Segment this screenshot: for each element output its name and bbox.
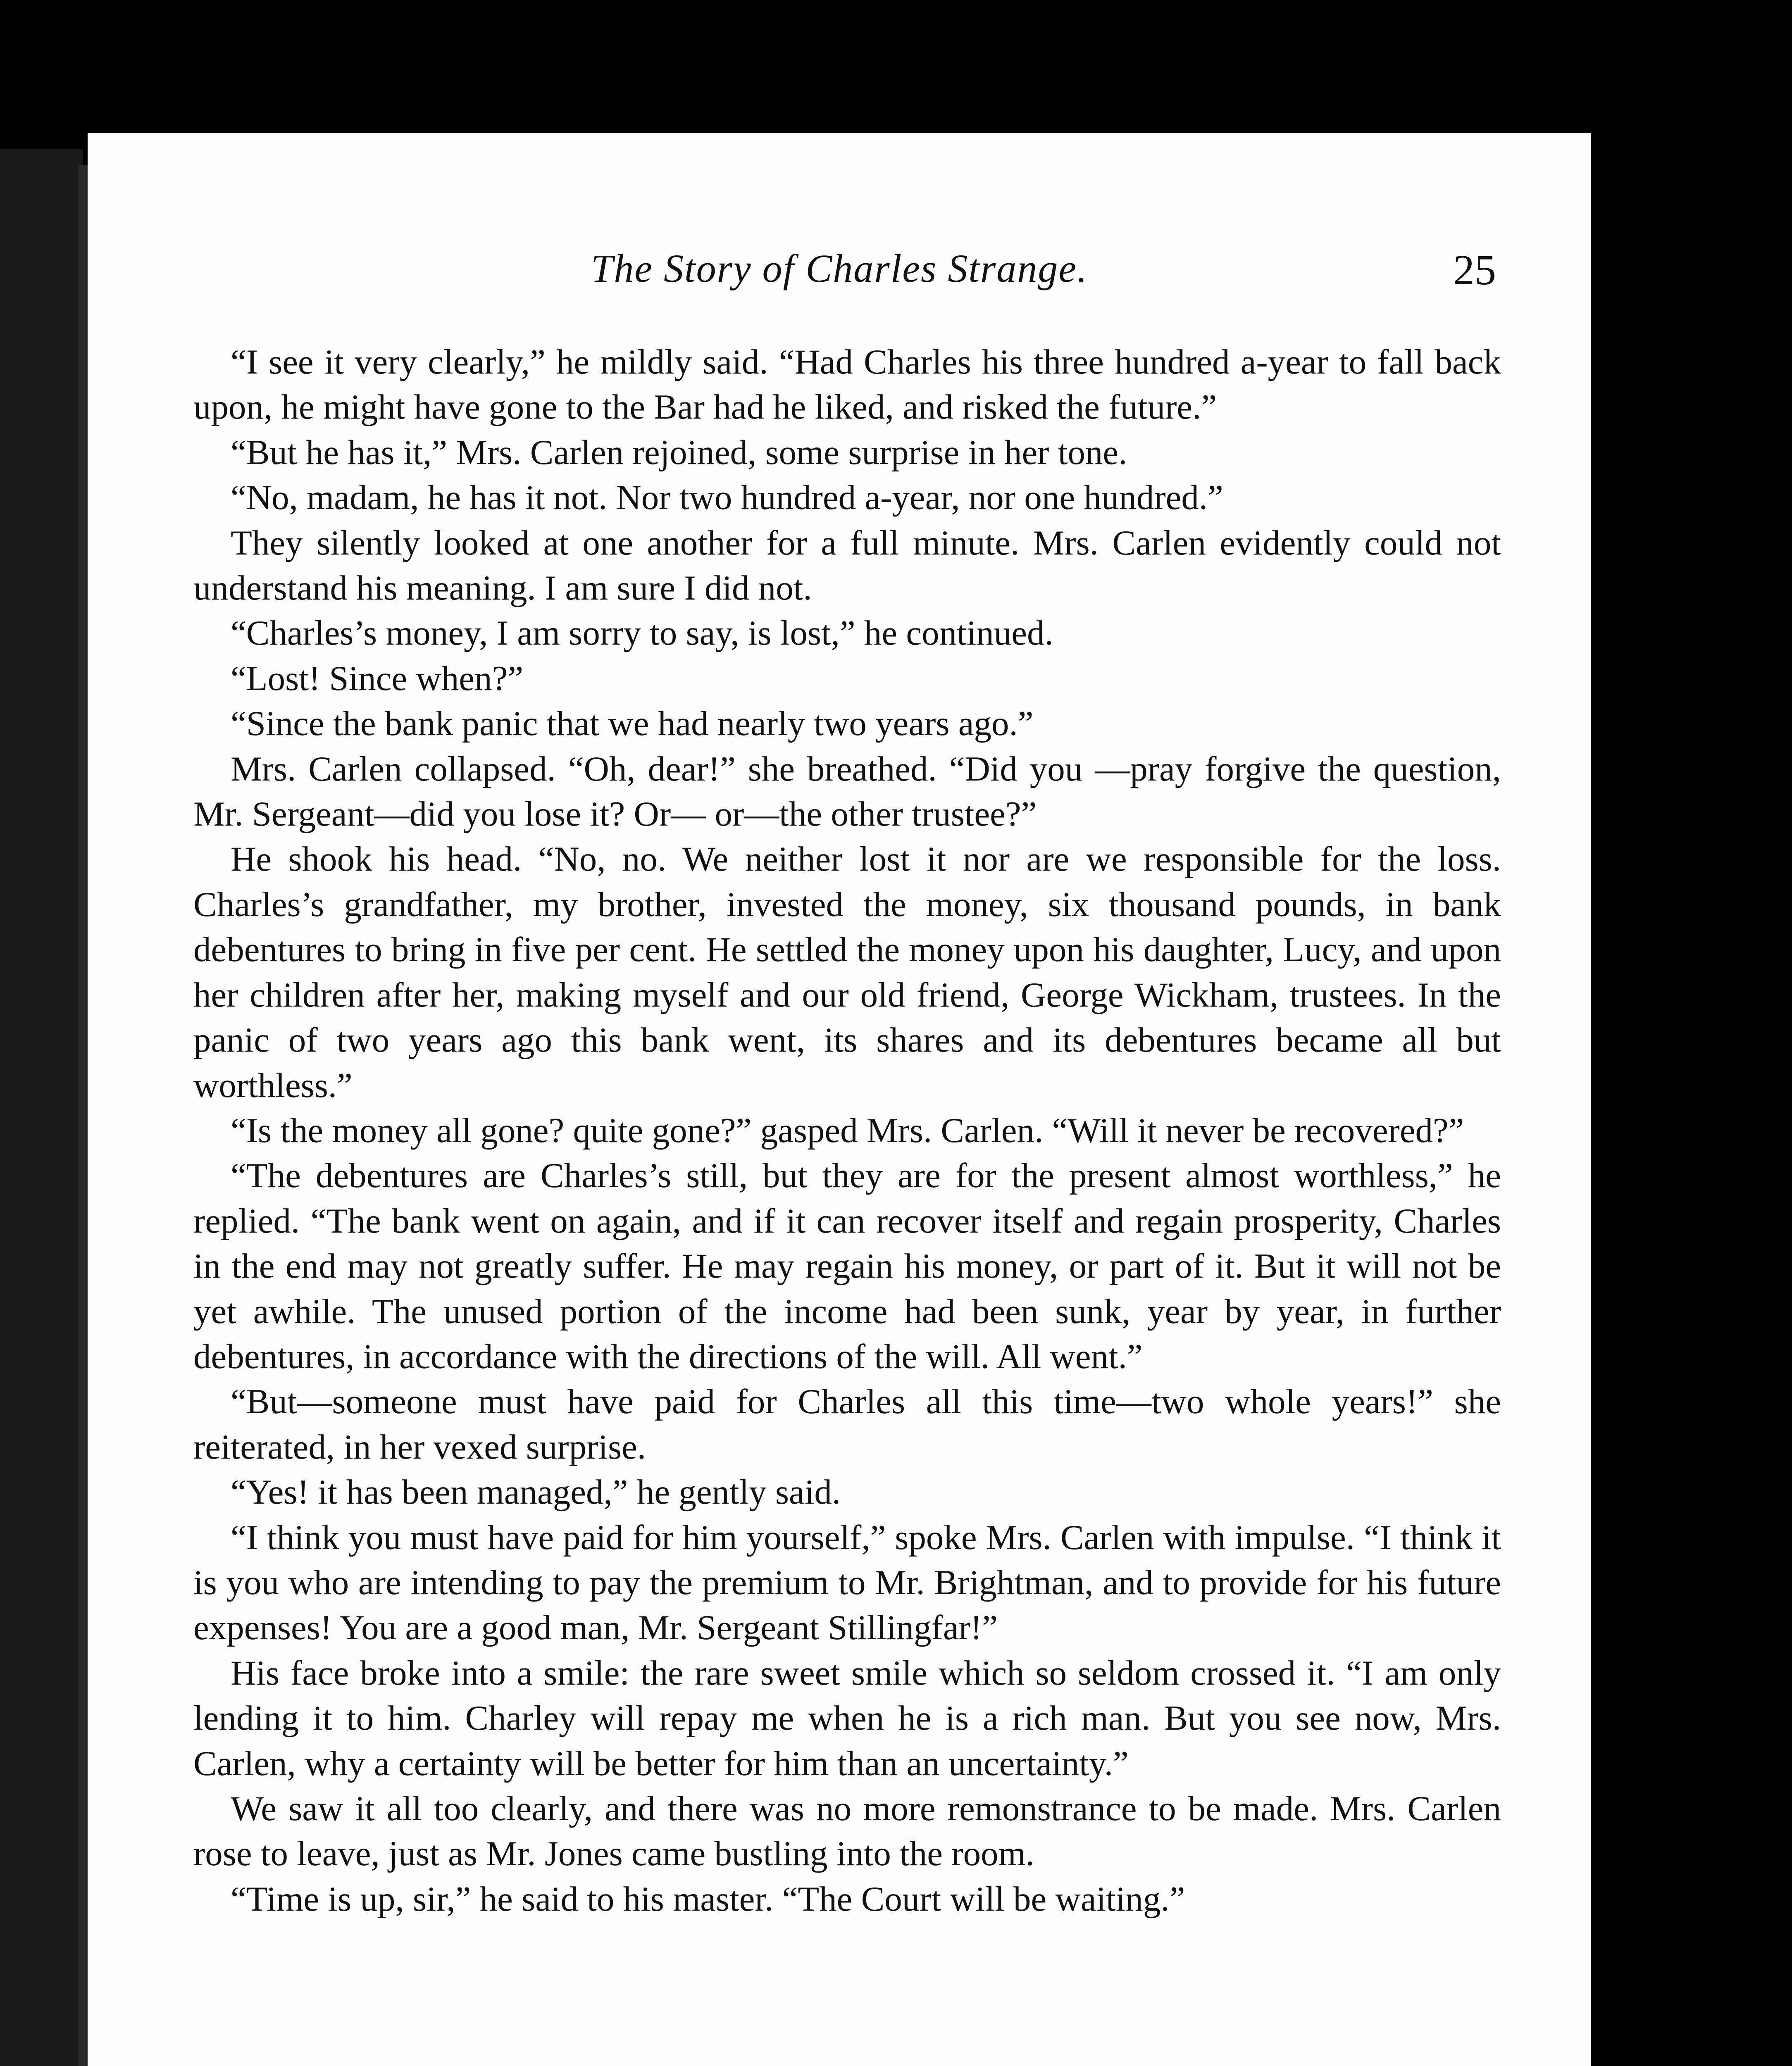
paragraph: “Time is up, sir,” he said to his master. “The Court will be waiting.”	[231, 1879, 1185, 1918]
paragraph: We saw it all too clearly, and there was no more remonstrance to be made. Mrs. Carlen rose to leave, just as Mr. Jones came bustling into the room.	[193, 1789, 1501, 1873]
book-binding	[0, 149, 83, 2066]
paragraph: “But he has it,” Mrs. Carlen rejoined, some surprise in her tone.	[231, 433, 1127, 472]
paragraph: He shook his head. “No, no. We neither lost it nor are we responsible for the loss. Charles’s grandfather, my brother, invested the money, six thousand pounds, in bank debentures to bring in five per cent. He settled the money upon his daughter, Lucy, and upon her children after her, making myself and our old friend, George Wickham, trustees. In the panic of two years ago this bank went, its shares and its debentures became all but worthless.”	[193, 840, 1501, 1105]
paragraph: “But—someone must have paid for Charles all this time—two whole years!” she reiterated, in her vexed surprise.	[193, 1382, 1501, 1466]
book-page	[88, 133, 1591, 2066]
paragraph: They silently looked at one another for a full minute. Mrs. Carlen evidently could not understand his meaning. I am sure I did not.	[193, 523, 1501, 608]
paragraph: His face broke into a smile: the rare sweet smile which so seldom crossed it. “I am only lending it to him. Charley will repay me when he is a rich man. But you see now, Mrs. Carlen, why a certainty will be better for him than an uncertainty.”	[193, 1653, 1501, 1783]
page-number: 25	[1453, 246, 1496, 294]
paragraph: “The debentures are Charles’s still, but they are for the present almost worthless,” he replied. “The bank went on again, and if it can recover itself and regain prosperity, Charles in the end may not greatly suffer. He may regain his money, or part of it. But it will not be yet awhile. The unused portion of the income had been sunk, year by year, in further debentures, in accordance with the directions of the will. All went.”	[193, 1156, 1501, 1376]
paragraph: Mrs. Carlen collapsed. “Oh, dear!” she breathed. “Did you —pray forgive the question, Mr. Sergeant—did you lose it? Or— or—the other trustee?”	[193, 749, 1501, 834]
paragraph: “Since the bank panic that we had nearly two years ago.”	[231, 704, 1034, 743]
paragraph: “Is the money all gone? quite gone?” gasped Mrs. Carlen. “Will it never be recovered?”	[231, 1111, 1464, 1150]
body-text	[193, 340, 1501, 1922]
running-title: The Story of Charles Strange.	[591, 246, 1088, 290]
paragraph: “Charles’s money, I am sorry to say, is lost,” he continued.	[231, 614, 1053, 653]
paragraph: “Lost! Since when?”	[231, 659, 524, 698]
running-header	[88, 245, 1591, 312]
paragraph: “I see it very clearly,” he mildly said. “Had Charles his three hundred a-year to fall back upon, he might have gone to the Bar had he liked, and risked the future.”	[193, 343, 1501, 427]
paragraph: “Yes! it has been managed,” he gently said.	[231, 1473, 841, 1512]
paragraph: “I think you must have paid for him yourself,” spoke Mrs. Carlen with impulse. “I think it is you who are intending to pay the premium to Mr. Brightman, and to provide for his future expenses! You are a good man, Mr. Sergeant Stillingfar!”	[193, 1518, 1501, 1647]
paragraph: “No, madam, he has it not. Nor two hundred a-year, nor one hundred.”	[231, 478, 1223, 517]
